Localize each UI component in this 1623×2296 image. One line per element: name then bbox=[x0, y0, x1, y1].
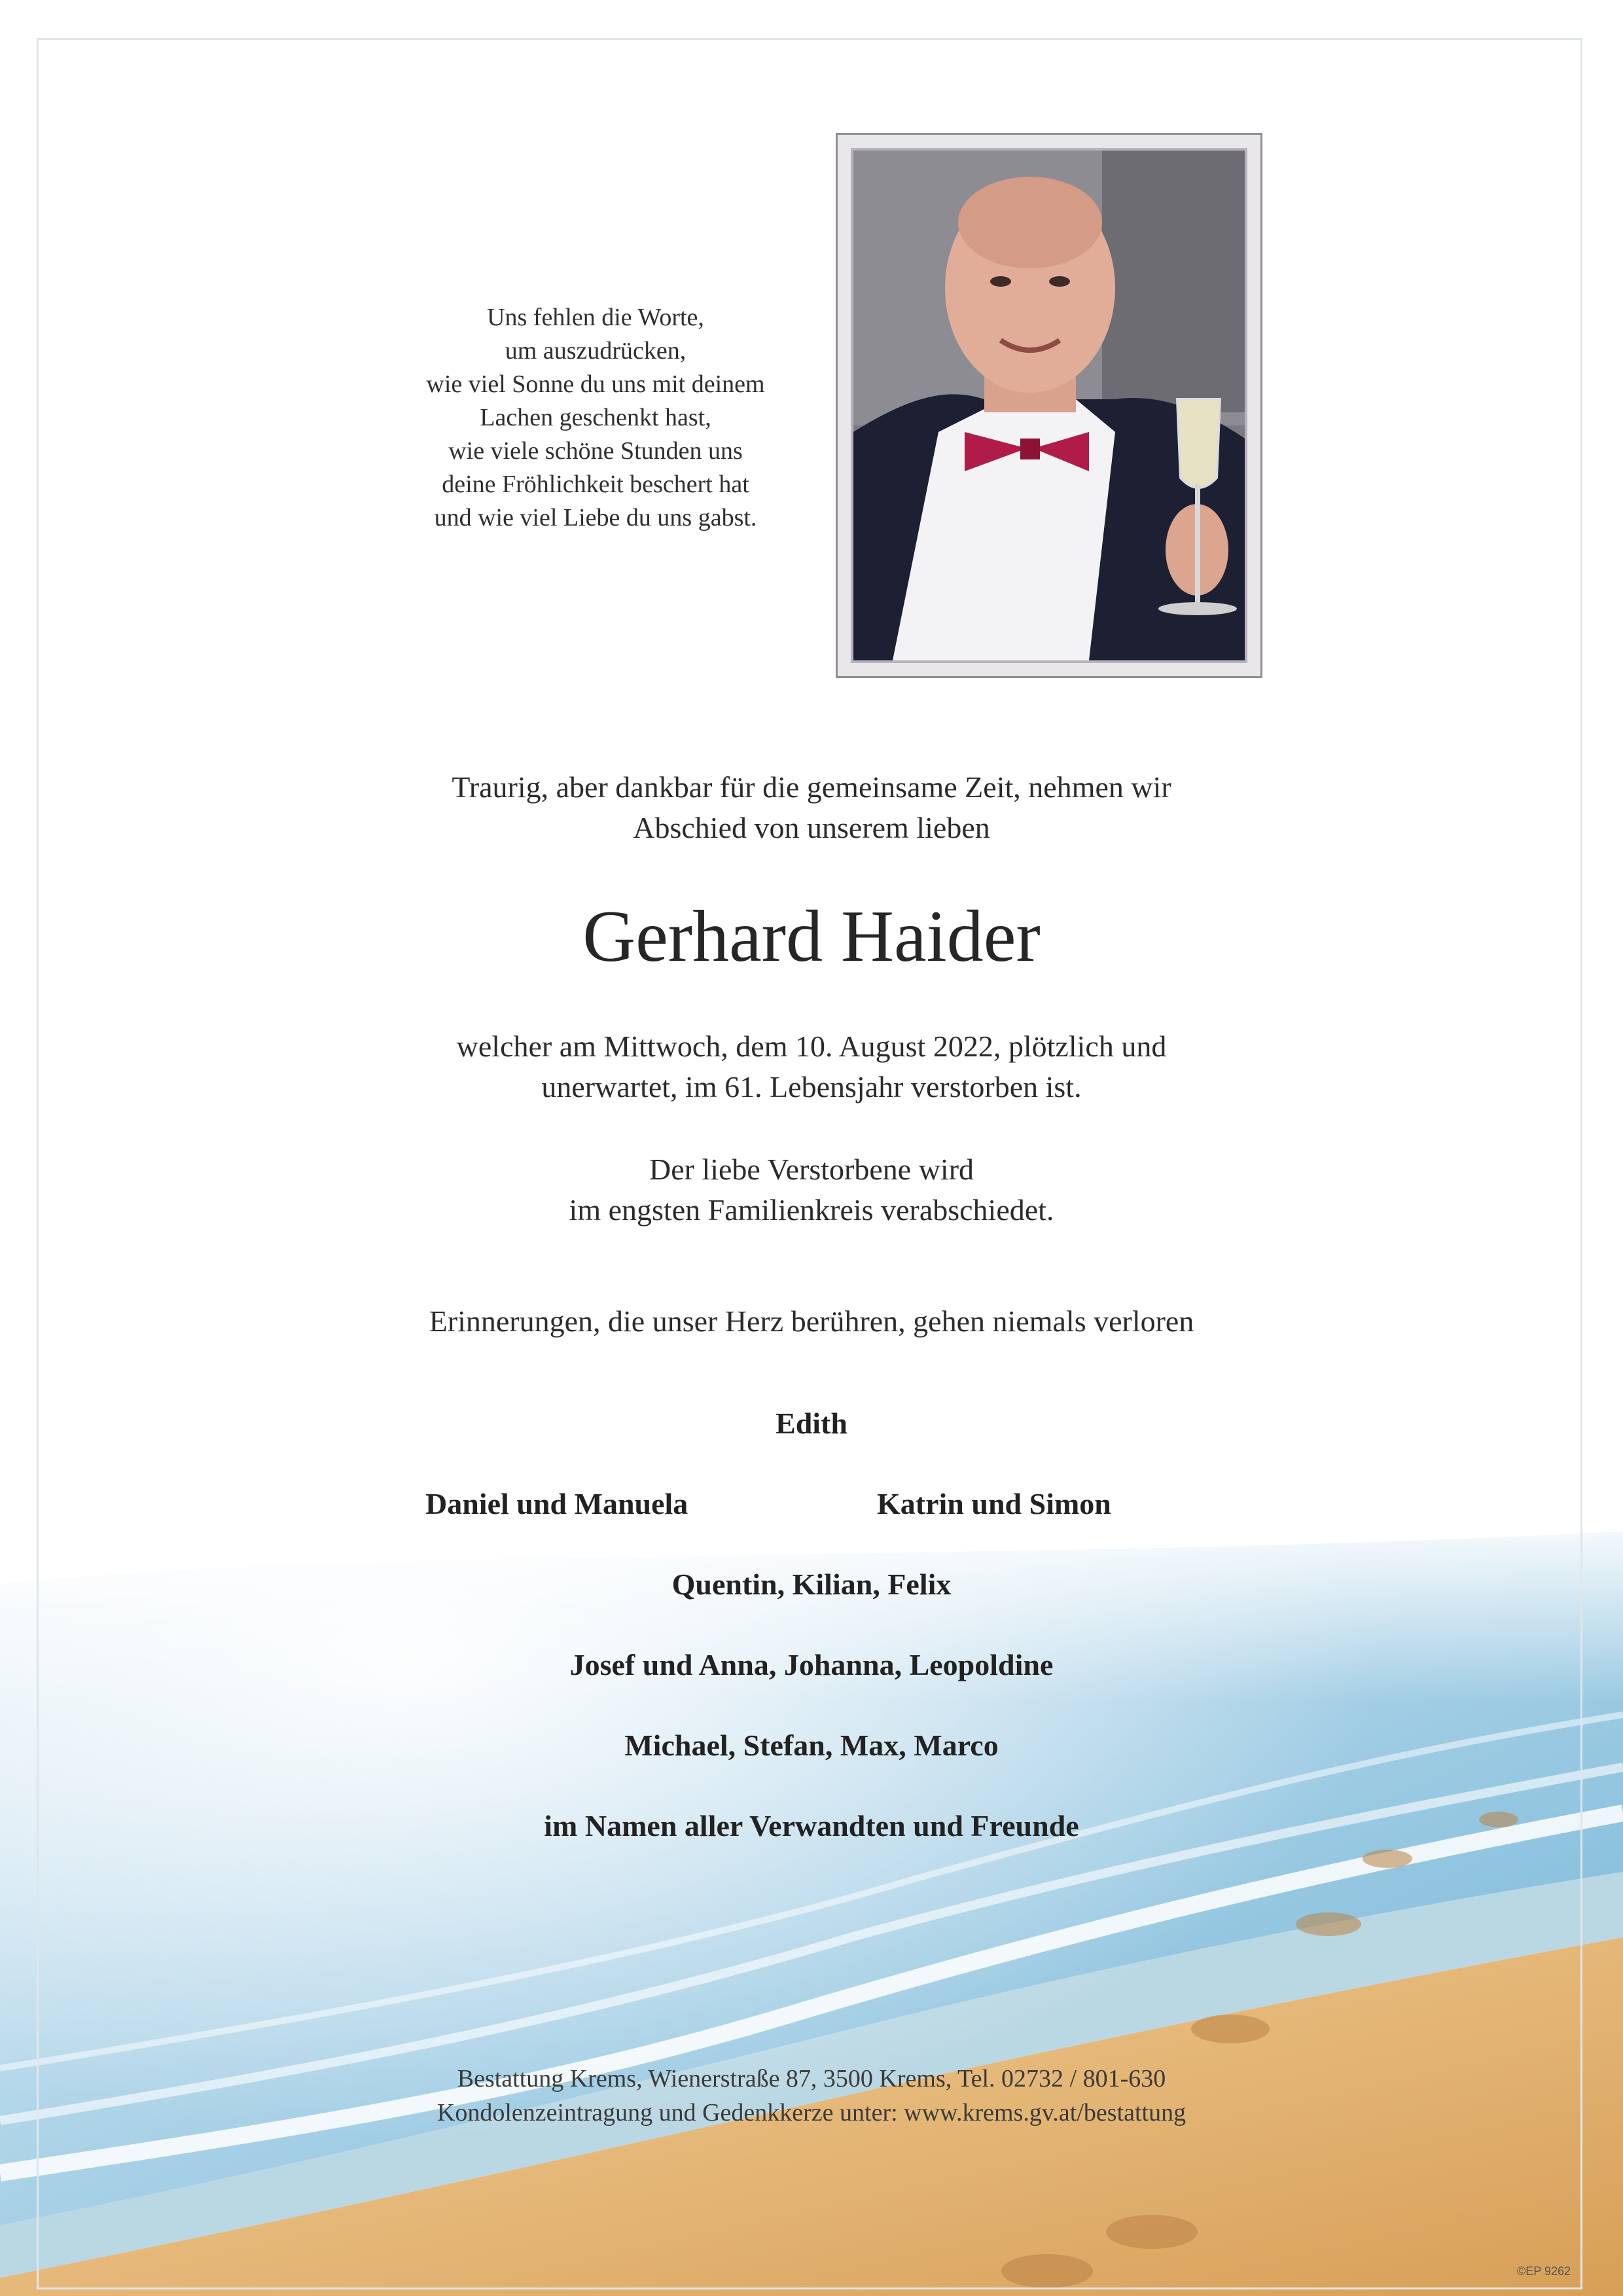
mourner-row: Michael, Stefan, Max, Marco bbox=[624, 1729, 999, 1762]
deceased-name: Gerhard Haider bbox=[582, 896, 1041, 977]
death-notice bbox=[0, 1026, 1623, 1107]
intro-line-2: Abschied von unserem lieben bbox=[633, 811, 990, 844]
quote-line: Lachen geschenkt hast, bbox=[480, 404, 711, 431]
quote-line: und wie viel Liebe du uns gabst. bbox=[434, 504, 757, 531]
quote-line: wie viel Sonne du uns mit deinem bbox=[426, 370, 765, 398]
intro-line-1: Traurig, aber dankbar für die gemeinsame Zeit, nehmen wir bbox=[452, 770, 1171, 804]
template-code: ©EP 9262 bbox=[1517, 2265, 1571, 2278]
portrait-image bbox=[853, 151, 1245, 660]
footer-line-1: Bestattung Krems, Wienerstraße 87, 3500 Krems, Tel. 02732 / 801-630 bbox=[457, 2065, 1166, 2092]
portrait-frame bbox=[836, 133, 1262, 678]
mourner-row-right: Katrin und Simon bbox=[877, 1487, 1111, 1520]
death-notice-line-1: welcher am Mittwoch, dem 10. August 2022, plötzlich und bbox=[456, 1030, 1167, 1063]
footer-line-2: Kondolenzeintragung und Gedenkkerze unter: www.krems.gv.at/bestattung bbox=[437, 2099, 1186, 2126]
farewell-line-1: Der liebe Verstorbene wird bbox=[649, 1153, 974, 1186]
memory-line: Erinnerungen, die unser Herz berühren, gehen niemals verloren bbox=[429, 1304, 1194, 1338]
mourner-row: Edith bbox=[776, 1407, 847, 1440]
funeral-home-footer bbox=[0, 2062, 1623, 2130]
mourner-row-left: Daniel und Manuela bbox=[425, 1487, 688, 1520]
mourner-row: Josef und Anna, Johanna, Leopoldine bbox=[569, 1648, 1054, 1681]
intro-text bbox=[0, 767, 1623, 848]
quote-line: Uns fehlen die Worte, bbox=[487, 304, 704, 331]
mourner-row: Quentin, Kilian, Felix bbox=[671, 1568, 952, 1601]
portrait-photo bbox=[851, 148, 1247, 663]
quote-line: wie viele schöne Stunden uns bbox=[448, 437, 743, 465]
farewell-notice bbox=[0, 1149, 1623, 1230]
mourner-row: im Namen aller Verwandten und Freunde bbox=[544, 1809, 1079, 1842]
quote-line: deine Fröhlichkeit beschert hat bbox=[442, 471, 749, 498]
farewell-line-2: im engsten Familienkreis verabschiedet. bbox=[569, 1193, 1054, 1227]
memorial-quote bbox=[366, 301, 825, 535]
death-notice-line-2: unerwartet, im 61. Lebensjahr verstorben ist. bbox=[541, 1070, 1082, 1103]
quote-line: um auszudrücken, bbox=[505, 337, 687, 365]
